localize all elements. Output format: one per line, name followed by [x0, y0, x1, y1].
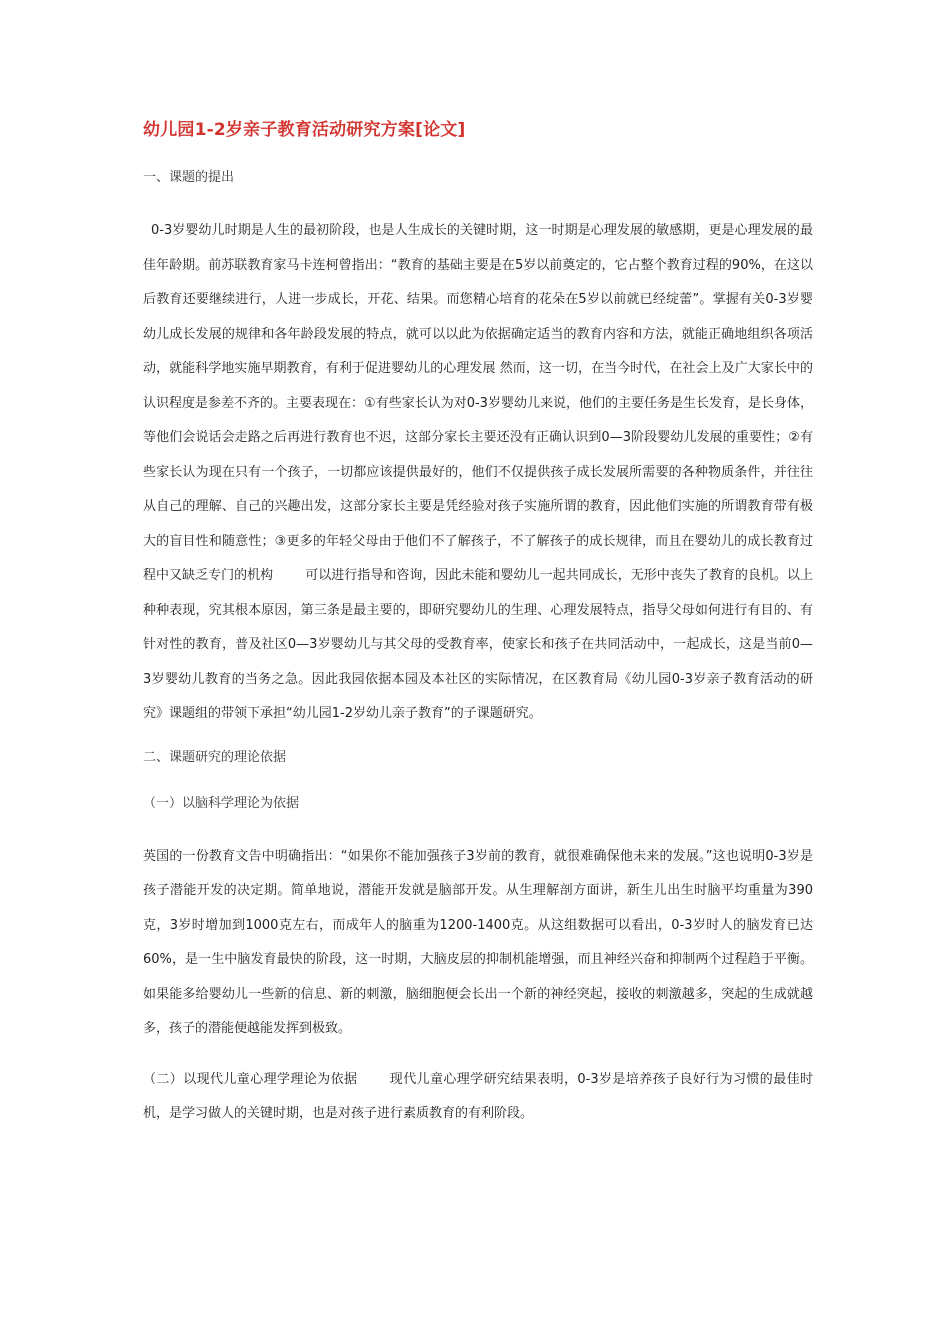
section-heading-1: 一、课题的提出	[143, 170, 235, 185]
subsection-2-text: 现代儿童心理学研究结果表明，0-3岁是培养孩子良好行为习惯的最佳时机，是学习做人的关键时期，也是对孩子进行素质教育的有利阶段。	[143, 1071, 813, 1121]
document-page	[143, 118, 813, 1148]
section-1-paragraph	[143, 214, 813, 732]
subsection-2-paragraph	[143, 1063, 813, 1132]
section-1-text-continued: 可以进行指导和咨询，因此未能和婴幼儿一起共同成长，无形中丧失了教育的良机。以上种种表现，究其根本原因，第三条是最主要的，即研究婴幼儿的生理、心理发展特点，指导父母如何进行有目的、有针对性的教育，普及社区0—3岁婴幼儿与其父母的受教育率，使家长和孩子在共同活动中，一起成长，这是当前0—3岁婴幼儿教育的当务之急。因此我园依据本园及本社区的实际情况，在区教育局《幼儿园0-3岁亲子教育活动的研究》课题组的带领下承担“幼儿园1-2岁幼儿亲子教育”的子课题研究。	[143, 568, 813, 721]
subsection-1-paragraph: 英国的一份教育文告中明确指出：“如果你不能加强孩子3岁前的教育，就很难确保他未来的发展。”这也说明0-3岁是孩子潜能开发的决定期。简单地说，潜能开发就是脑部开发。从生理解剖方面讲，新生儿出生时脑平均重量为390克，3岁时增加到1000克左右，而成年人的脑重为1200-1400克。从这组数据可以看出，0-3岁时人的脑发育已达60%，是一生中脑发育最快的阶段，这一时期，大脑皮层的抑制机能增强，而且神经兴奋和抑制两个过程趋于平衡。如果能多给婴幼儿一些新的信息、新的刺激，脑细胞便会长出一个新的神经突起，接收的刺激越多，突起的生成就越多，孩子的潜能便越能发挥到极致。	[143, 848, 813, 1036]
section-heading-2: 二、课题研究的理论依据	[143, 749, 287, 765]
document-title: 幼儿园1-2岁亲子教育活动研究方案[论文]	[143, 120, 466, 140]
subsection-heading-1: （一）以脑科学理论为依据	[143, 795, 300, 811]
section-1-text: 0-3岁婴幼儿时期是人生的最初阶段，也是人生成长的关键时期，这一时期是心理发展的敏感期，更是心理发展的最佳年龄期。前苏联教育家马卡连柯曾指出：“教育的基础主要是在5岁以前奠定的，它占整个教育过程的90%，在这以后教育还要继续进行，人进一步成长，开花、结果。而您精心培育的花朵在5岁以前就已经绽蕾”。掌握有关0-3岁婴幼儿成长发展的规律和各年龄段发展的特点，就可以以此为依据确定适当的教育内容和方法，就能正确地组织各项活动，就能科学地实施早期教育，有利于促进婴幼儿的心理发展 然而，这一切，在当今时代，在社会上及广大家长中的认识程度是参差不齐的。主要表现在：①有些家长认为对0-3岁婴幼儿来说，他们的主要任务是生长发育，是长身体，等他们会说话会走路之后再进行教育也不迟，这部分家长主要还没有正确认识到0—3阶段婴幼儿发展的重要性；②有些家长认为现在只有一个孩子，一切都应该提供最好的，他们不仅提供孩子成长发展所需要的各种物质条件，并往往从自己的理解、自己的兴趣出发，这部分家长主要是凭经验对孩子实施所谓的教育，因此他们实施的所谓教育带有极大的盲目性和随意性；③更多的年轻父母由于他们不了解孩子，不了解孩子的成长规律，而且在婴幼儿的成长教育过程中又缺乏专门的机构	[143, 223, 813, 583]
subsection-heading-2: （二）以现代儿童心理学理论为依据	[143, 1071, 358, 1087]
